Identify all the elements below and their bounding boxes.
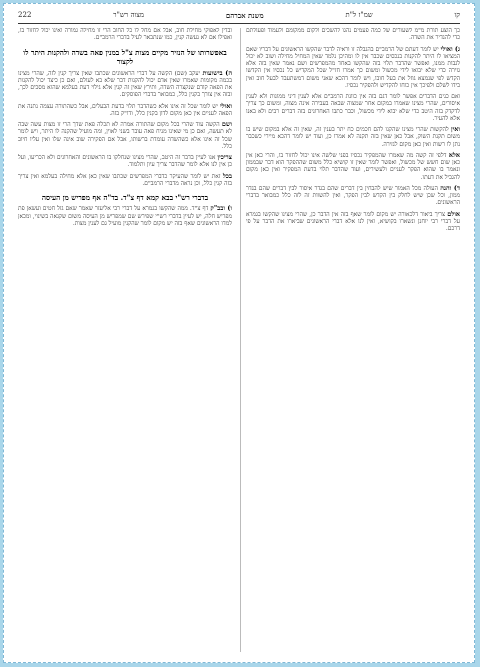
paragraph-text: יעקב (שם) הקשה על דברי הראשונים שכתבו שאין צריך קנין לזה, שהרי מצינו בכמה מקומות שאמרו שאין אדם יכול להקנות דבר שלא בא לעולם, ואם כן כיצד יכול להקנות את הפאה קודם שנקצרה השדה, ותירץ שאין זה קנין אלא גילוי דעת בעלמא שהוא מסכים לכך, ובזה אין צורך בקנין כלל, כמבואר בדברי הפוסקים. (18, 70, 232, 99)
paragraph-text: ואם כנים הדברים אפשר לומר דגם בזה אין כוונת הרמב"ם אלא לענין דיני ממונות ולא לענין איסורים, שהרי מצינו שאמרו במקום אחר שמצוה שבאה בעבירה אינה מצוה, ומשום כך צריך לדקדק בזה היטב כדי שלא יבוא לידי מכשול, וכבר כתבו האחרונים בזה דברים רבים ולא באנו אלא להעיר. (246, 94, 460, 122)
header-center: משנת אברהם (225, 10, 264, 20)
header-center-left: מצוה רש"ר (113, 11, 145, 19)
page-header (18, 9, 460, 21)
right-paragraph (246, 211, 460, 234)
right-paragraph (246, 126, 460, 149)
paragraph-lead: ואולי (219, 101, 232, 110)
paragraph-text: יש לומר שכל זה אינו אלא כשהדבר תלוי בדעת הבעלים, אבל כשהתורה עצמה נתנה את הפאה לעניים אין כאן מקום לדון בקנין כלל, ודו"ק בזה. (18, 103, 232, 117)
paragraph-lead: ד) והנה (440, 183, 460, 192)
header-center-right: שמ"ז ל"ת (345, 11, 373, 19)
paragraph-lead: צריכין (217, 153, 232, 161)
paragraph-text: צריך ביאור דלכאורה יש מקום לומר שאף בזה אין הדבר כן, שהרי מצינו שהקשו בגמרא על דברי רבי יוחנן ונשארו בקושיא, ואין לנו אלא דברי הראשונים שביארו את הדבר על פי דרכם. (246, 211, 460, 232)
paragraph-lead: בכל (222, 171, 232, 180)
paragraph-lead: אלא (448, 150, 460, 159)
paragraph-text: להקשות שהרי מצינו שהקנו להם חכמים כח יתר בענין זה, שאין זה אלא במקום שיש בו משום תקנת השוק, אבל כאן שאין בזה תקנה לא אמרו כן, ועוד יש לומר דהכא מיירי כשכבר נתן לו רשות ואין כאן מקום לגזירה. (246, 127, 460, 148)
paragraph-lead: ואין (450, 125, 460, 133)
paragraph-lead: ושם (221, 120, 232, 128)
left-paragraph (18, 70, 232, 100)
paragraph-text: דלפי זה קשה מה שאמרו שהמפקיר נכסיו בפני שלשה אינו יכול לחזור בו, והרי כאן אין כאן שום חשש של מכשול, ואפשר לומר שאין זו קושיא כלל משום שההפקר הוא דבר שבממון ונאמר בו שהוא הפקר לעניים ולעשירים, ועוד שהדבר תלוי בדעת המפקיר ואין כאן מקום להגביל את דעתו. (246, 152, 460, 181)
right-paragraph (246, 152, 460, 182)
paragraph-text: אנו לעיין בדבר זה היטב, שהרי מצינו שנחלקו בו הראשונים והאחרונים ולא הכריעו, ועל כן אין לנו אלא לומר שהדבר צריך עיון ותלמוד. (18, 155, 232, 169)
header-page-number: 222 (18, 11, 32, 19)
right-column (246, 28, 460, 652)
left-closing-paragraph (18, 205, 232, 228)
document-page (3, 3, 475, 663)
header-rule (18, 23, 460, 24)
left-paragraph (18, 103, 232, 119)
header-right: קו (454, 11, 460, 19)
section-title: באפשרותו של הנזיר מקיים מצות צ"ל במנין פאה בשדה ולהקנות היתר לו לקצור (23, 47, 227, 66)
left-paragraph (18, 121, 232, 151)
column-divider (240, 28, 241, 652)
right-paragraph (246, 46, 460, 91)
left-intro: ובדין לאפוקי מחילת חוב, אבל אם מחל לו כל החוב הרי זו מחילה גמורה ואינו יכול לחזור בו, ואפילו אם לא נעשה קנין, כמו שנתבאר לעיל בדברי הרמב"ם. (18, 28, 232, 42)
paragraph-text: דף צ"ד. ממה שהקשו בגמרא על דברי רבי אליעזר שאמר שאם גזל חטים ועשאן פת מפריש חלה, יש לעיין בדברי רש"י שפירש שם שמפריש מן העיסה משום שקנאה בשינוי, ומכאן למדו הראשונים שאף בזה יש מקום לומר שהקנין מועיל גם לענין מצות. (18, 206, 232, 227)
section-title-2: בדברי רש"י בבא קמא דף צ"ד. בד"ה אף מפריש מן העיסה (41, 193, 209, 202)
left-column (18, 28, 232, 652)
paragraph-text: זאת יש לומר שהעיקר כדברי המפרשים שכתבו שאין כאן אלא מחילה בעלמא ואין צריך בזה קנין כלל, וכן נראה מדברי הרמב"ם. (18, 173, 232, 187)
right-intro: כך הוצע תורת מ"מ לשעורים של כמה פעמים נהגו להשכים ולקום ממקומם ולעמוד ופעולתם כדי להגדיר את השדה. (246, 28, 460, 42)
left-paragraph (18, 173, 232, 189)
right-paragraph (246, 185, 460, 208)
paragraph-text: יש לומר דעתם של הרמב"ם בהגבלה זו וראיה לדבר שהקשו הראשונים על דבריו שאם המציאו לו היתר להקנות בנכסים שכבר אין לו ומהיכן נלמד שאין המחיל מחילה ושוב לא יכול לגבות ממנו, ואפשר שהדבר תלוי בזה שהקשו באחד מהמפרשים ושם נאמר שאין בזה אלא גזירה כדי שלא יבואו לידי מכשול ומשום כך אמרו חז"ל שכל המקדיש כל נכסיו אין הקדשו הקדש לפי שנמצא גוזל את בעל חובו, ויש לומר דהכא שאני משום דמשתעבד לבעל חוב ואין בידו לשלם ולפיכך אין כוחו להקדיש ולהפקיר נכסיו. (246, 46, 460, 89)
paragraph-lead: ה) בישועות (202, 68, 232, 77)
paragraph-lead: ו) ובב"ק (210, 204, 232, 213)
paragraph-text: העולה מכל האמור שיש להבחין בין דברים שהם בגדר איסור לבין דברים שהם בגדר ממון, וכל שכן שיש לחלק בין הקדש לבין הפקר, ואין להשוות זה לזה כלל כמבואר בדברי הראשונים. (246, 185, 460, 207)
left-paragraph (18, 154, 232, 170)
paragraph-lead: ג) ואולי (440, 44, 460, 53)
paragraph-lead: אולם (447, 209, 460, 218)
right-paragraph (246, 93, 460, 123)
paragraph-text: הקשה עוד שהרי בכל מקום שהתורה אמרה לא תכלה פאת שדך הרי זו מצות עשה שבה לא תעשה, ואם כן מי שאינו מניח פאה עובר בשני לאוין, ומה מועיל שהקנה לו היתר, ויש לומר שכל זה אינו אלא כשהשדה עומדת ברשותו, אבל אם הפקירה שוב אינה שלו ואין עליו חיוב כלל. (18, 122, 232, 150)
